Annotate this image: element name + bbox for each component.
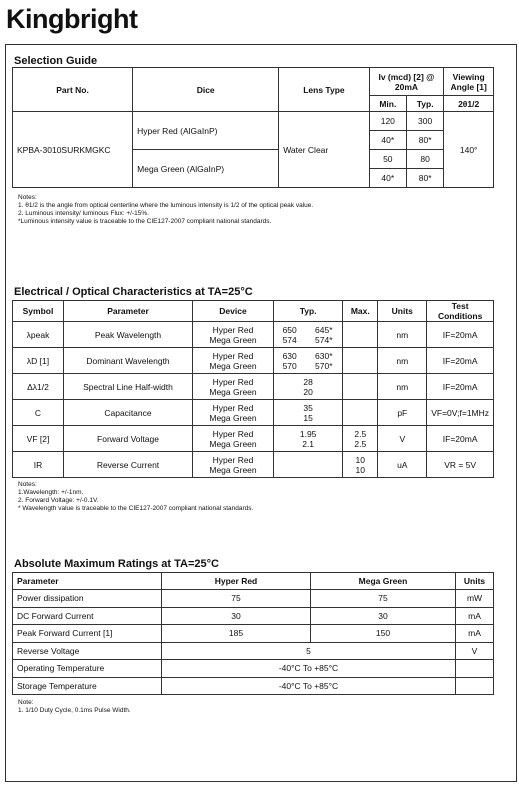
brand-logo: Kingbright [6, 4, 138, 34]
condition: IF=20mA [427, 348, 494, 374]
unit: nm [378, 374, 427, 400]
parameter: Capacitance [64, 400, 193, 426]
unit: nm [378, 348, 427, 374]
hdr-hyper-red: Hyper Red [162, 573, 311, 590]
unit: uA [378, 452, 427, 478]
hdr-mega-green: Mega Green [311, 573, 456, 590]
device: Hyper Red Mega Green [193, 374, 274, 400]
table-row [13, 452, 494, 478]
param: Operating Temperature [13, 660, 162, 678]
note-line: Note: [18, 699, 34, 706]
table-row [13, 590, 494, 608]
typ: 630 570 [274, 348, 306, 374]
table-row [13, 322, 494, 348]
table-row [13, 348, 494, 374]
hdr-units: Units [378, 301, 427, 322]
hdr-parameter: Parameter [13, 573, 162, 590]
unit: mA [456, 625, 494, 643]
hdr-test: Test Conditions [427, 301, 494, 322]
table-row [13, 677, 494, 695]
unit: V [378, 426, 427, 452]
note-line: Notes: [18, 481, 37, 488]
note-line: 1. θ1/2 is the angle from optical centerline where the luminous intensity is 1/2 of the optical peak value. [18, 202, 314, 209]
iv-cell: 40* [369, 169, 406, 188]
unit: nm [378, 322, 427, 348]
note-line: Notes: [18, 194, 37, 201]
max: 10 10 [343, 452, 378, 478]
table-row [13, 426, 494, 452]
iv-cell: 50 [369, 150, 406, 169]
electrical-notes [18, 481, 253, 513]
hdr-view: Viewing Angle [1] [444, 68, 494, 96]
hyper-red-value: 30 [162, 607, 311, 625]
hdr-iv: Iv (mcd) [2] @ 20mA [369, 68, 444, 96]
symbol: VF [2] [13, 426, 64, 452]
table-row [13, 400, 494, 426]
hdr-typ: Typ. [406, 96, 443, 112]
shared-value: 5 [162, 642, 456, 660]
typ: 1.95 2.1 [274, 426, 343, 452]
typ: 28 20 [274, 374, 343, 400]
unit: pF [378, 400, 427, 426]
typ: 35 15 [274, 400, 343, 426]
device: Hyper Red Mega Green [193, 452, 274, 478]
param: Peak Forward Current [1] [13, 625, 162, 643]
note-line: 1.Wavelength: +/-1nm. [18, 489, 84, 496]
shared-value: -40°C To +85°C [162, 660, 456, 678]
condition: IF=20mA [427, 322, 494, 348]
note-line: 2. Forward Voltage: +/-0.1V. [18, 497, 99, 504]
mega-green-value: 150 [311, 625, 456, 643]
hdr-parameter: Parameter [64, 301, 193, 322]
absolute-notes [18, 699, 131, 715]
symbol: λpeak [13, 322, 64, 348]
device: Hyper Red Mega Green [193, 426, 274, 452]
absolute-title: Absolute Maximum Ratings at TA=25°C [14, 558, 219, 570]
selection-table [12, 67, 494, 188]
hyper-red-value: 185 [162, 625, 311, 643]
unit [456, 677, 494, 695]
note-line: 1. 1/10 Duty Cycle, 0.1ms Pulse Width. [18, 707, 131, 714]
symbol: C [13, 400, 64, 426]
max: 2.5 2.5 [343, 426, 378, 452]
parameter: Reverse Current [64, 452, 193, 478]
max [343, 400, 378, 426]
device: Hyper Red Mega Green [193, 400, 274, 426]
note-line: * Wavelength value is traceable to the CIE127-2007 compliant national standards. [18, 505, 254, 512]
hdr-symbol: Symbol [13, 301, 64, 322]
max [343, 374, 378, 400]
iv-cell: 80 [406, 150, 443, 169]
param: Reverse Voltage [13, 642, 162, 660]
hdr-lens: Lens Type [279, 68, 369, 112]
symbol: Δλ1/2 [13, 374, 64, 400]
parameter: Dominant Wavelength [64, 348, 193, 374]
iv-cell: 300 [406, 112, 443, 131]
iv-cell: 120 [369, 112, 406, 131]
condition: IF=20mA [427, 426, 494, 452]
param: Power dissipation [13, 590, 162, 608]
electrical-title: Electrical / Optical Characteristics at TA=25°C [14, 286, 253, 298]
hdr-max: Max. [343, 301, 378, 322]
hyper-red-value: 75 [162, 590, 311, 608]
param: Storage Temperature [13, 677, 162, 695]
dice-2: Mega Green (AlGaInP) [133, 150, 279, 188]
electrical-table [12, 300, 494, 478]
iv-cell: 80* [406, 131, 443, 150]
unit [456, 660, 494, 678]
table-row [13, 607, 494, 625]
shared-value: -40°C To +85°C [162, 677, 456, 695]
param: DC Forward Current [13, 607, 162, 625]
table-row [13, 642, 494, 660]
lens-type: Water Clear [279, 112, 369, 188]
absolute-table [12, 572, 494, 695]
dice-1: Hyper Red (AlGaInP) [133, 112, 279, 150]
mega-green-value: 75 [311, 590, 456, 608]
table-row [13, 660, 494, 678]
viewing-angle: 140° [444, 112, 494, 188]
iv-cell: 80* [406, 169, 443, 188]
hdr-part: Part No. [13, 68, 133, 112]
typ: 630* 570* [305, 348, 342, 374]
parameter: Forward Voltage [64, 426, 193, 452]
device: Hyper Red Mega Green [193, 348, 274, 374]
symbol: IR [13, 452, 64, 478]
max [343, 322, 378, 348]
condition: IF=20mA [427, 374, 494, 400]
max [343, 348, 378, 374]
hdr-theta: 2θ1/2 [444, 96, 494, 112]
hdr-dice: Dice [133, 68, 279, 112]
note-line: *Luminous intensity value is traceable to the CIE127-2007 compliant national standards. [18, 218, 272, 225]
hdr-device: Device [193, 301, 274, 322]
condition: VF=0V;f=1MHz [427, 400, 494, 426]
condition: VR = 5V [427, 452, 494, 478]
typ: 650 574 [274, 322, 306, 348]
table-row [13, 374, 494, 400]
note-line: 2. Luminous intensity/ luminous Flux: +/-15%. [18, 210, 149, 217]
hdr-units: Units [456, 573, 494, 590]
mega-green-value: 30 [311, 607, 456, 625]
table-row [13, 625, 494, 643]
unit: V [456, 642, 494, 660]
parameter: Spectral Line Half-width [64, 374, 193, 400]
unit: mW [456, 590, 494, 608]
hdr-min: Min. [369, 96, 406, 112]
selection-title: Selection Guide [14, 55, 98, 67]
unit: mA [456, 607, 494, 625]
typ [274, 452, 343, 478]
device: Hyper Red Mega Green [193, 322, 274, 348]
parameter: Peak Wavelength [64, 322, 193, 348]
part-number: KPBA-3010SURKMGKC [13, 112, 133, 188]
selection-notes [18, 194, 313, 226]
symbol: λD [1] [13, 348, 64, 374]
hdr-typ: Typ. [274, 301, 343, 322]
iv-cell: 40* [369, 131, 406, 150]
typ: 645* 574* [305, 322, 342, 348]
